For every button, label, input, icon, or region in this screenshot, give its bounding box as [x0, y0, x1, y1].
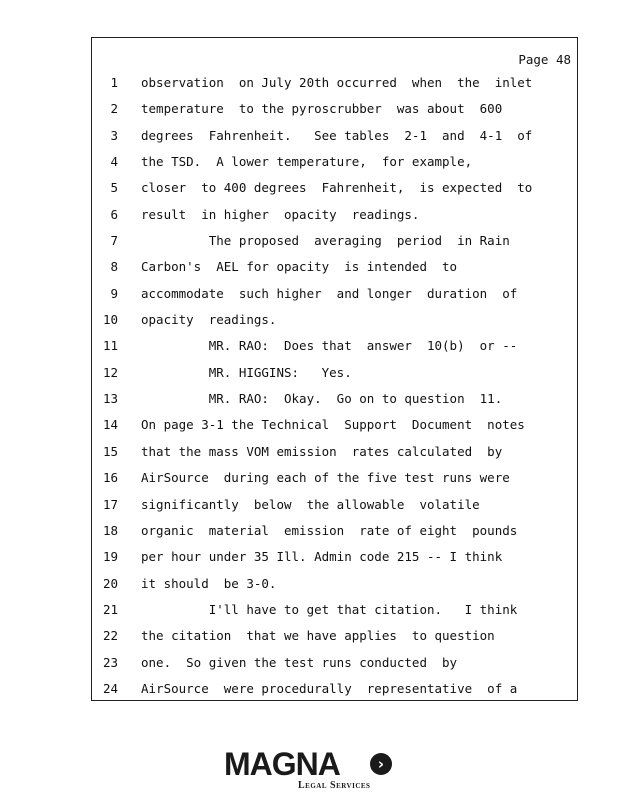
line-text: AirSource were procedurally representative of a: [141, 680, 518, 696]
line-number: 17: [102, 496, 118, 512]
line-number: 6: [110, 206, 118, 222]
logo-subtitle: Legal Services: [298, 780, 371, 791]
line-number: 18: [102, 522, 118, 538]
transcript-line: [92, 149, 577, 175]
line-text: one. So given the test runs conducted by: [141, 654, 458, 670]
line-number: 20: [102, 575, 118, 591]
line-number: 10: [102, 312, 118, 328]
line-text: MR. RAO: Does that answer 10(b) or --: [141, 338, 518, 354]
line-text: the citation that we have applies to question: [141, 628, 495, 644]
line-text: organic material emission rate of eight pounds: [141, 522, 518, 538]
line-text: MR. RAO: Okay. Go on to question 11.: [141, 391, 503, 407]
line-number: 12: [102, 364, 118, 380]
transcript-line: [92, 412, 577, 438]
line-text: On page 3-1 the Technical Support Document notes: [141, 417, 525, 433]
transcript-line: [92, 123, 577, 149]
line-number: 22: [102, 628, 118, 644]
line-text: Carbon's AEL for opacity is intended to: [141, 259, 458, 275]
line-text: result in higher opacity readings.: [141, 206, 420, 222]
line-number: 8: [110, 259, 118, 275]
magna-logo: [222, 746, 402, 794]
line-text: opacity readings.: [141, 312, 277, 328]
transcript-line: [92, 281, 577, 307]
transcript-line: [92, 175, 577, 201]
line-number: 7: [110, 233, 118, 249]
chevron-right-icon: ›: [370, 753, 392, 775]
transcript-line: [92, 386, 577, 412]
line-number: 16: [102, 470, 118, 486]
line-number: 2: [110, 101, 118, 117]
line-number: 23: [102, 654, 118, 670]
transcript-line: [92, 202, 577, 228]
line-number: 1: [110, 75, 118, 90]
transcript-lines: [92, 70, 577, 702]
line-text: temperature to the pyroscrubber was about 600: [141, 101, 503, 117]
line-number: 3: [110, 127, 118, 143]
line-text: accommodate such higher and longer duration of: [141, 285, 518, 301]
transcript-line: [92, 307, 577, 333]
transcript-line: [92, 623, 577, 649]
line-number: 4: [110, 154, 118, 170]
logo-wordmark: MAGNA: [224, 746, 340, 782]
line-text: MR. HIGGINS: Yes.: [141, 364, 352, 380]
line-text: that the mass VOM emission rates calculated by: [141, 443, 503, 459]
line-text: observation on July 20th occurred when the inlet: [141, 75, 533, 90]
line-text: degrees Fahrenheit. See tables 2-1 and 4-1 of: [141, 127, 533, 143]
transcript-line: [92, 650, 577, 676]
line-text: closer to 400 degrees Fahrenheit, is expected to: [141, 180, 533, 196]
transcript-page: [91, 37, 578, 701]
line-number: 15: [102, 443, 118, 459]
transcript-line: [92, 360, 577, 386]
transcript-line: [92, 254, 577, 280]
line-text: the TSD. A lower temperature, for example,: [141, 154, 473, 170]
transcript-line: [92, 544, 577, 570]
transcript-line: [92, 492, 577, 518]
transcript-line: [92, 676, 577, 702]
line-text: I'll have to get that citation. I think: [141, 601, 518, 617]
transcript-line: [92, 571, 577, 597]
transcript-line: [92, 96, 577, 122]
transcript-line: [92, 228, 577, 254]
transcript-line: [92, 333, 577, 359]
transcript-line: [92, 439, 577, 465]
transcript-line: [92, 518, 577, 544]
line-number: 11: [102, 338, 118, 354]
page-number: Page 48: [518, 52, 571, 67]
line-number: 14: [102, 417, 118, 433]
line-text: AirSource during each of the five test runs were: [141, 470, 510, 486]
transcript-line: [92, 465, 577, 491]
line-number: 13: [102, 391, 118, 407]
line-number: 5: [110, 180, 118, 196]
line-text: it should be 3-0.: [141, 575, 277, 591]
line-text: The proposed averaging period in Rain: [141, 233, 510, 249]
transcript-line: [92, 70, 577, 96]
transcript-line: [92, 597, 577, 623]
line-number: 24: [102, 680, 118, 696]
line-number: 9: [110, 285, 118, 301]
line-number: 19: [102, 549, 118, 565]
line-text: per hour under 35 Ill. Admin code 215 -- I think: [141, 549, 503, 565]
line-text: significantly below the allowable volatile: [141, 496, 480, 512]
line-number: 21: [102, 601, 118, 617]
